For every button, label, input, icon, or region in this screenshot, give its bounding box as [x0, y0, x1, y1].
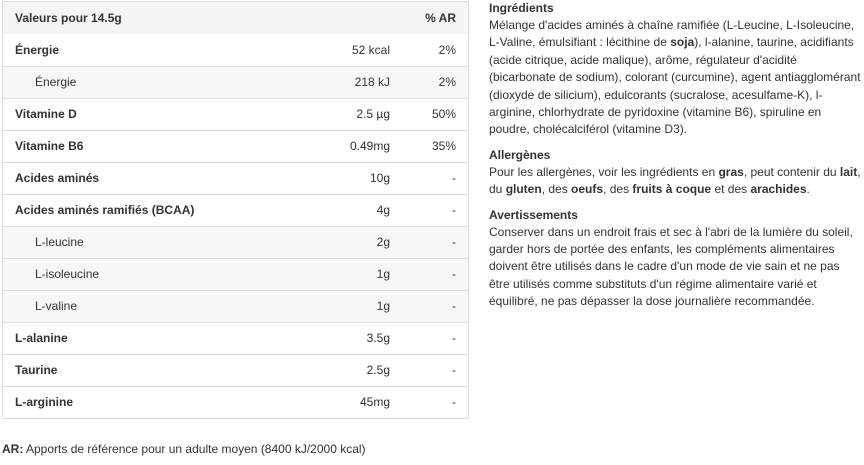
allergen-bold: gluten — [505, 182, 542, 197]
header-name: Valeurs pour 14.5g — [15, 11, 122, 25]
allergen-text: Pour les allergènes, voir les ingrédients en — [489, 164, 719, 179]
row-ar: 35% — [431, 139, 456, 153]
row-ar: 2% — [438, 42, 456, 57]
table-row — [3, 162, 468, 194]
row-ar: - — [452, 171, 456, 185]
table-header-row — [3, 2, 468, 34]
row-ar: - — [452, 363, 456, 377]
nutrition-table-panel — [2, 1, 469, 419]
row-ar: - — [452, 395, 456, 410]
row-name: L-leucine — [35, 235, 84, 249]
header-value — [253, 2, 408, 34]
allergen-text: . — [806, 182, 810, 197]
row-name: Acides aminés ramifiés (BCAA) — [15, 203, 195, 217]
table-row — [3, 98, 468, 130]
allergen-bold: lait — [839, 164, 858, 179]
row-name: Énergie — [15, 42, 60, 57]
row-value: 218 kJ — [354, 75, 390, 89]
warnings-text: Conserver dans un endroit frais et sec à l'abri de la lumière du soleil, garder hors de portée des enfants, les compléments alimentaires doivent être utilisés dans le cadre d'un mode de vie sain et ne pas être utilisés comme substituts d'un régime alimentaire varié et équilibré, ne pas dépasser la dose journalière recommandée. — [489, 224, 853, 309]
ingredients-text — [489, 17, 861, 139]
row-name: Vitamine B6 — [15, 139, 84, 153]
ingredients-text-start: Mélange d'acides aminés à chaîne ramifiée (L-Leucine, L-Isoleucine, L-Valine, émulsifiant : lécithine de — [489, 18, 855, 50]
row-name: Vitamine D — [15, 107, 77, 121]
table-row — [3, 386, 468, 418]
allergen-bold: oeufs — [571, 182, 604, 197]
table-row — [3, 34, 468, 66]
row-ar: - — [452, 235, 456, 249]
allergen-text: , des — [541, 182, 572, 197]
ingredients-text-end: ), l-alanine, taurine, acidifiants (acide citrique, acide malique), arôme, régulateur d'acidité (bicarbonate de sodium), colorant (curcumine), agent antiagglomérant (dioxyde de silicium), edulcorants (sucralose, acesulfame-K), l-arginine, chlorhydrate de pyridoxine (vitamine B6), spiruline en poudre, cholécalciférol (vitamine D3). — [489, 35, 861, 137]
nutrition-table — [3, 2, 468, 418]
allergen-text: , des — [603, 182, 633, 197]
table-row — [3, 194, 468, 226]
reference-footnote — [2, 442, 366, 456]
footnote-abbr: AR: — [2, 442, 24, 456]
row-ar: 2% — [438, 75, 456, 89]
ingredients-allergen-bold: soja — [670, 35, 695, 50]
allergen-bold: fruits à coque — [632, 182, 712, 197]
row-name: Taurine — [15, 363, 58, 377]
row-value: 2.5g — [366, 363, 390, 377]
row-value: 0.49mg — [349, 139, 390, 153]
warnings-title: Avertissements — [489, 207, 578, 222]
row-value: 4g — [376, 203, 390, 217]
row-ar: - — [452, 299, 456, 313]
footnote-text: Apports de référence pour un adulte moyen (8400 kJ/2000 kcal) — [23, 442, 366, 456]
allergen-bold: gras — [718, 164, 744, 179]
allergens-text — [489, 164, 861, 199]
row-value: 2.5 µg — [356, 107, 390, 121]
row-value: 10g — [369, 171, 390, 185]
row-value: 1g — [376, 299, 390, 313]
table-row — [3, 290, 468, 322]
row-name: L-alanine — [15, 331, 68, 345]
header-ar: % AR — [425, 11, 456, 25]
row-ar: - — [452, 267, 456, 281]
row-name: L-valine — [35, 299, 78, 313]
row-value: 2g — [376, 235, 390, 249]
row-value: 1g — [376, 267, 390, 281]
row-name: L-isoleucine — [35, 267, 100, 281]
allergen-bold: arachides — [750, 182, 807, 197]
allergen-text: et des — [711, 182, 751, 197]
table-row — [3, 322, 468, 354]
row-name: Acides aminés — [15, 171, 100, 185]
table-row — [3, 354, 468, 386]
allergen-text: , du — [489, 164, 861, 197]
row-ar: 50% — [431, 107, 456, 121]
table-row — [3, 130, 468, 162]
table-row — [3, 226, 468, 258]
table-row — [3, 258, 468, 290]
row-value: 45mg — [359, 395, 390, 410]
product-info-panel — [489, 0, 861, 319]
row-ar: - — [452, 203, 456, 217]
row-name: Énergie — [35, 75, 77, 89]
row-name: L-arginine — [15, 395, 74, 410]
table-row — [3, 66, 468, 98]
row-value: 3.5g — [366, 331, 390, 345]
ingredients-title: Ingrédients — [489, 1, 554, 15]
row-value: 52 kcal — [351, 42, 390, 57]
allergens-title: Allergènes — [489, 147, 551, 162]
row-ar: - — [452, 331, 456, 345]
allergen-text: , peut contenir du — [743, 164, 840, 179]
